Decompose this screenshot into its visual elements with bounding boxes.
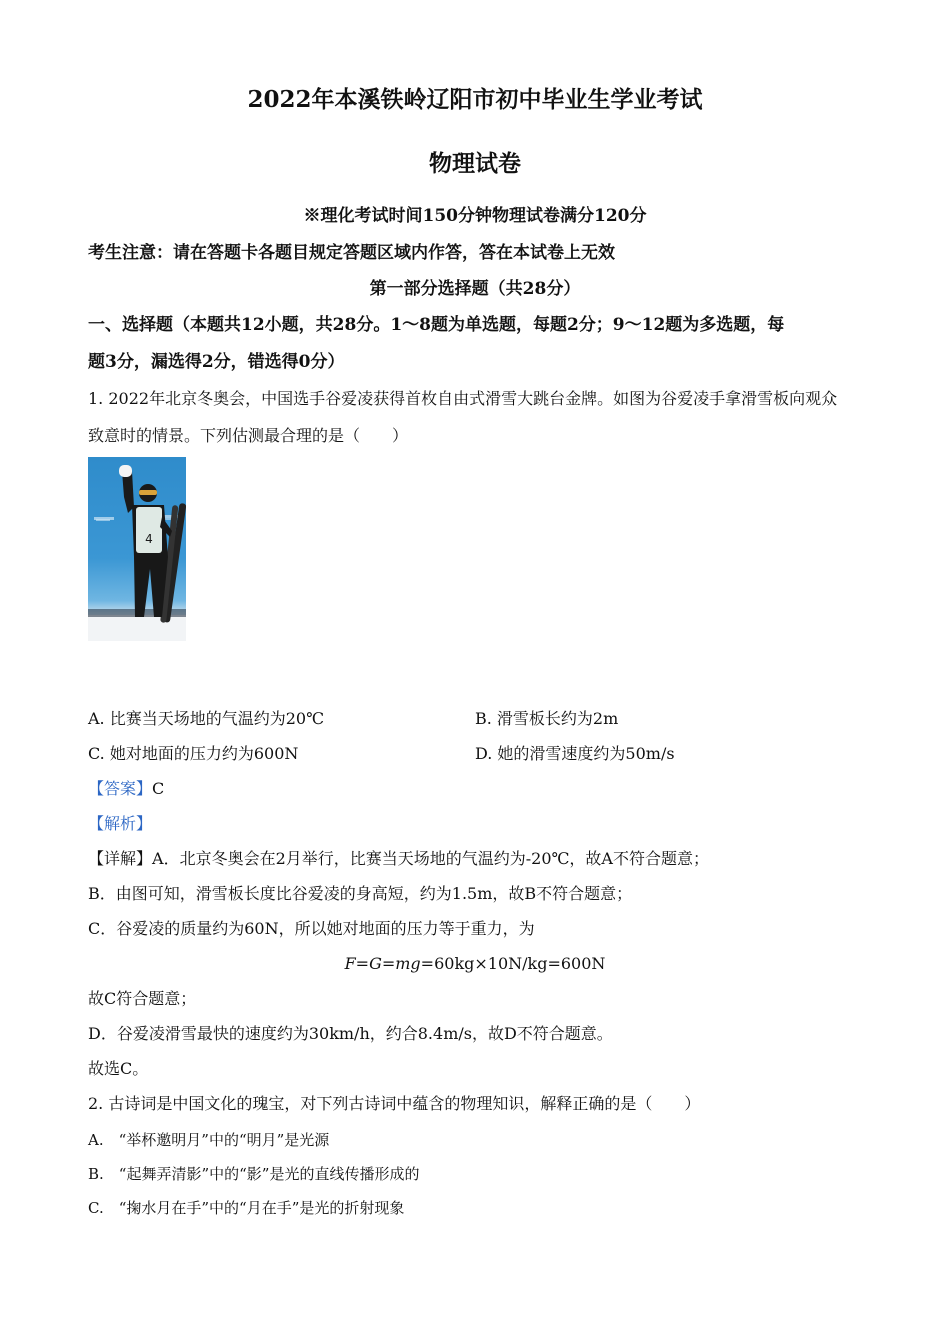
q2-stem: 2. 古诗词是中国文化的瑰宝，对下列古诗词中蕴含的物理知识，解释正确的是（ ） — [88, 1094, 701, 1113]
section-heading-line1: 一、选择题（本题共12小题，共28分。1～8题为单选题，每题2分；9～12题为多选题，每 — [88, 315, 785, 335]
detail-a-text: A．北京冬奥会在2月举行，比赛当天场地的气温约为-20℃，故A不符合题意； — [152, 849, 709, 868]
q1-option-d: D. 她的滑雪速度约为50m/s — [475, 744, 675, 763]
answer-tag: 【答案】 — [88, 779, 153, 798]
q1-stem-line1: 1. 2022年北京冬奥会，中国选手谷爱凌获得首枚自由式滑雪大跳台金牌。如图为谷爱凌手拿滑雪板向观众 — [88, 389, 838, 408]
exam-time-note: ※理化考试时间150分钟物理试卷满分120分 — [303, 206, 647, 226]
formula-rest: =60kg×10N/kg=600N — [420, 954, 606, 973]
exam-subtitle: 物理试卷 — [429, 150, 521, 177]
q2-option-b: B. “起舞弄清影”中的“影”是光的直线传播形成的 — [88, 1165, 420, 1183]
q2-option-a: A. “举杯邀明月”中的“明月”是光源 — [88, 1131, 330, 1149]
q1-detail-b: B．由图可知，滑雪板长度比谷爱凌的身高短，约为1.5m，故B不符合题意； — [88, 884, 633, 903]
analysis-tag: 【解析】 — [88, 814, 153, 833]
exam-title: 2022年本溪铁岭辽阳市初中毕业生学业考试 — [247, 86, 703, 113]
q1-detail-a — [88, 849, 709, 869]
q1-skier-photo — [88, 457, 186, 641]
bib-number: 4 — [145, 532, 153, 546]
q1-option-c: C. 她对地面的压力约为600N — [88, 744, 299, 763]
q1-stem-line2: 致意时的情景。下列估测最合理的是（ ） — [88, 426, 409, 445]
answer-value: C — [152, 779, 165, 798]
part-heading: 第一部分选择题（共28分） — [369, 279, 581, 299]
q1-detail-c2: 故C符合题意； — [88, 989, 197, 1008]
q1-conclusion: 故选C。 — [88, 1059, 149, 1078]
q1-detail-d: D．谷爱凌滑雪最快的速度约为30km/h，约合8.4m/s，故D不符合题意。 — [88, 1024, 613, 1043]
skier-illustration — [88, 457, 186, 641]
q1-formula — [0, 954, 950, 974]
detail-tag: 【详解】 — [88, 849, 153, 868]
q1-option-a: A. 比赛当天场地的气温约为20℃ — [88, 709, 324, 728]
candidate-notice: 考生注意：请在答题卡各题目规定答题区域内作答，答在本试卷上无效 — [88, 243, 615, 263]
q2-option-c: C. “掬水月在手”中的“月在手”是光的折射现象 — [88, 1199, 405, 1217]
section-heading-line2: 题3分，漏选得2分，错选得0分） — [88, 352, 345, 372]
q1-detail-c: C．谷爱凌的质量约为60N，所以她对地面的压力等于重力，为 — [88, 919, 535, 938]
formula-italic: F=G=mg — [344, 954, 421, 973]
q1-answer — [88, 779, 164, 799]
q1-option-b: B. 滑雪板长约为2m — [475, 709, 619, 728]
